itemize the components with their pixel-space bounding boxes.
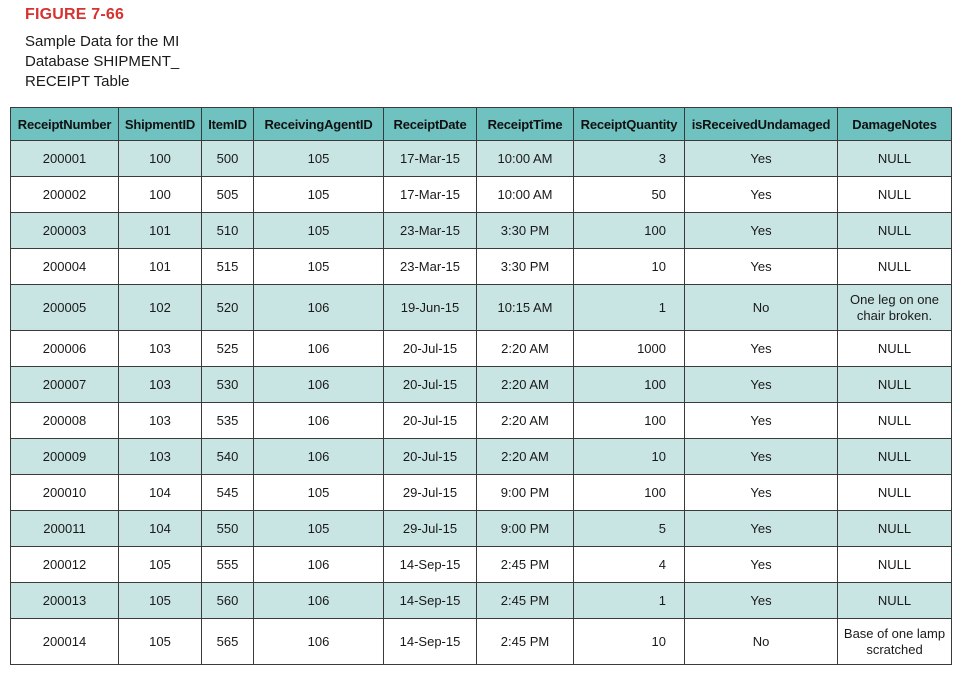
table-row: [11, 583, 952, 619]
cell-receipt-date: 14-Sep-15: [384, 547, 477, 583]
cell-shipment-id: 103: [119, 331, 202, 367]
cell-receipt-number: 200004: [11, 249, 119, 285]
cell-receiving-agent-id: 106: [254, 331, 384, 367]
cell-receiving-agent-id: 105: [254, 177, 384, 213]
cell-shipment-id: 104: [119, 475, 202, 511]
cell-receipt-date: 14-Sep-15: [384, 583, 477, 619]
cell-is-received-undamaged: No: [685, 285, 838, 331]
cell-item-id: 545: [202, 475, 254, 511]
cell-receipt-quantity: 100: [574, 475, 685, 511]
cell-receipt-number: 200013: [11, 583, 119, 619]
cell-receipt-quantity: 1: [574, 285, 685, 331]
cell-is-received-undamaged: Yes: [685, 475, 838, 511]
cell-receiving-agent-id: 105: [254, 511, 384, 547]
cell-shipment-id: 102: [119, 285, 202, 331]
cell-receipt-date: 17-Mar-15: [384, 141, 477, 177]
cell-is-received-undamaged: Yes: [685, 249, 838, 285]
cell-receipt-quantity: 1: [574, 583, 685, 619]
cell-receipt-time: 3:30 PM: [477, 213, 574, 249]
cell-receipt-quantity: 4: [574, 547, 685, 583]
cell-is-received-undamaged: Yes: [685, 331, 838, 367]
cell-receipt-time: 10:00 AM: [477, 141, 574, 177]
cell-receipt-date: 20-Jul-15: [384, 367, 477, 403]
cell-is-received-undamaged: No: [685, 619, 838, 665]
cell-receiving-agent-id: 105: [254, 213, 384, 249]
cell-item-id: 560: [202, 583, 254, 619]
cell-item-id: 535: [202, 403, 254, 439]
cell-receipt-date: 14-Sep-15: [384, 619, 477, 665]
cell-item-id: 515: [202, 249, 254, 285]
caption-line-3: RECEIPT Table: [25, 73, 130, 90]
cell-receipt-number: 200005: [11, 285, 119, 331]
table-header-row: [11, 108, 952, 141]
table-body: [11, 141, 952, 665]
table-row: [11, 439, 952, 475]
cell-item-id: 565: [202, 619, 254, 665]
cell-damage-notes: NULL: [838, 249, 952, 285]
column-header-receiving-agent-id: ReceivingAgentID: [254, 108, 384, 141]
cell-receipt-time: 2:45 PM: [477, 619, 574, 665]
cell-receipt-quantity: 100: [574, 403, 685, 439]
cell-damage-notes: NULL: [838, 511, 952, 547]
cell-receipt-time: 2:45 PM: [477, 583, 574, 619]
cell-receipt-quantity: 10: [574, 249, 685, 285]
table-row: [11, 285, 952, 331]
cell-receipt-quantity: 5: [574, 511, 685, 547]
cell-is-received-undamaged: Yes: [685, 511, 838, 547]
cell-receiving-agent-id: 105: [254, 141, 384, 177]
cell-damage-notes: NULL: [838, 177, 952, 213]
caption-line-2: Database SHIPMENT_: [25, 53, 180, 70]
cell-receiving-agent-id: 106: [254, 439, 384, 475]
cell-receiving-agent-id: 106: [254, 547, 384, 583]
table-row: [11, 249, 952, 285]
cell-is-received-undamaged: Yes: [685, 583, 838, 619]
cell-item-id: 555: [202, 547, 254, 583]
cell-damage-notes: NULL: [838, 403, 952, 439]
cell-receipt-date: 20-Jul-15: [384, 331, 477, 367]
cell-receiving-agent-id: 105: [254, 475, 384, 511]
cell-receipt-number: 200001: [11, 141, 119, 177]
cell-receipt-time: 10:00 AM: [477, 177, 574, 213]
column-header-damage-notes: DamageNotes: [838, 108, 952, 141]
cell-receipt-date: 23-Mar-15: [384, 249, 477, 285]
cell-is-received-undamaged: Yes: [685, 367, 838, 403]
cell-receipt-quantity: 100: [574, 367, 685, 403]
cell-receipt-number: 200002: [11, 177, 119, 213]
cell-damage-notes: NULL: [838, 439, 952, 475]
cell-item-id: 500: [202, 141, 254, 177]
cell-receiving-agent-id: 105: [254, 249, 384, 285]
cell-item-id: 520: [202, 285, 254, 331]
caption-line-1: Sample Data for the MI: [25, 33, 180, 50]
cell-receipt-quantity: 10: [574, 439, 685, 475]
cell-damage-notes: NULL: [838, 331, 952, 367]
cell-receipt-time: 9:00 PM: [477, 475, 574, 511]
figure-label: FIGURE 7-66: [25, 6, 125, 23]
cell-receiving-agent-id: 106: [254, 285, 384, 331]
cell-shipment-id: 100: [119, 177, 202, 213]
column-header-receipt-number: ReceiptNumber: [11, 108, 119, 141]
cell-receipt-number: 200003: [11, 213, 119, 249]
cell-damage-notes: NULL: [838, 213, 952, 249]
cell-shipment-id: 101: [119, 213, 202, 249]
column-header-shipment-id: ShipmentID: [119, 108, 202, 141]
cell-receipt-quantity: 100: [574, 213, 685, 249]
column-header-receipt-date: ReceiptDate: [384, 108, 477, 141]
column-header-item-id: ItemID: [202, 108, 254, 141]
cell-receipt-quantity: 3: [574, 141, 685, 177]
cell-shipment-id: 105: [119, 583, 202, 619]
cell-item-id: 525: [202, 331, 254, 367]
column-header-is-received-undamaged: isReceivedUndamaged: [685, 108, 838, 141]
cell-item-id: 505: [202, 177, 254, 213]
cell-receipt-date: 20-Jul-15: [384, 403, 477, 439]
cell-shipment-id: 105: [119, 547, 202, 583]
cell-receipt-quantity: 10: [574, 619, 685, 665]
cell-receipt-time: 10:15 AM: [477, 285, 574, 331]
cell-damage-notes: NULL: [838, 367, 952, 403]
cell-is-received-undamaged: Yes: [685, 141, 838, 177]
cell-item-id: 540: [202, 439, 254, 475]
cell-receiving-agent-id: 106: [254, 367, 384, 403]
cell-receipt-time: 9:00 PM: [477, 511, 574, 547]
cell-receipt-number: 200014: [11, 619, 119, 665]
cell-receipt-time: 2:20 AM: [477, 331, 574, 367]
cell-is-received-undamaged: Yes: [685, 439, 838, 475]
cell-receipt-number: 200009: [11, 439, 119, 475]
cell-damage-notes: NULL: [838, 141, 952, 177]
cell-receipt-number: 200007: [11, 367, 119, 403]
table-row: [11, 213, 952, 249]
table-row: [11, 619, 952, 665]
cell-shipment-id: 103: [119, 367, 202, 403]
figure-caption: [25, 32, 225, 92]
cell-is-received-undamaged: Yes: [685, 403, 838, 439]
table-row: [11, 331, 952, 367]
cell-receipt-quantity: 1000: [574, 331, 685, 367]
column-header-receipt-time: ReceiptTime: [477, 108, 574, 141]
cell-receipt-date: 29-Jul-15: [384, 475, 477, 511]
cell-shipment-id: 103: [119, 439, 202, 475]
table-row: [11, 141, 952, 177]
cell-receipt-number: 200010: [11, 475, 119, 511]
cell-receipt-time: 3:30 PM: [477, 249, 574, 285]
cell-receipt-date: 23-Mar-15: [384, 213, 477, 249]
cell-is-received-undamaged: Yes: [685, 177, 838, 213]
cell-is-received-undamaged: Yes: [685, 547, 838, 583]
cell-receipt-number: 200008: [11, 403, 119, 439]
column-header-receipt-quantity: ReceiptQuantity: [574, 108, 685, 141]
cell-receipt-time: 2:20 AM: [477, 439, 574, 475]
cell-is-received-undamaged: Yes: [685, 213, 838, 249]
cell-item-id: 550: [202, 511, 254, 547]
cell-receipt-time: 2:20 AM: [477, 403, 574, 439]
cell-receipt-time: 2:20 AM: [477, 367, 574, 403]
cell-item-id: 510: [202, 213, 254, 249]
table-row: [11, 403, 952, 439]
cell-item-id: 530: [202, 367, 254, 403]
cell-receipt-quantity: 50: [574, 177, 685, 213]
cell-receiving-agent-id: 106: [254, 583, 384, 619]
cell-damage-notes: NULL: [838, 583, 952, 619]
cell-shipment-id: 105: [119, 619, 202, 665]
cell-receipt-date: 19-Jun-15: [384, 285, 477, 331]
cell-receiving-agent-id: 106: [254, 619, 384, 665]
cell-receipt-time: 2:45 PM: [477, 547, 574, 583]
cell-receipt-date: 29-Jul-15: [384, 511, 477, 547]
table-row: [11, 547, 952, 583]
cell-damage-notes: NULL: [838, 475, 952, 511]
cell-damage-notes: NULL: [838, 547, 952, 583]
table-row: [11, 475, 952, 511]
cell-receipt-date: 17-Mar-15: [384, 177, 477, 213]
cell-shipment-id: 101: [119, 249, 202, 285]
table-row: [11, 367, 952, 403]
cell-damage-notes: One leg on one chair broken.: [838, 285, 952, 331]
cell-shipment-id: 103: [119, 403, 202, 439]
shipment-receipt-table: [10, 107, 952, 665]
table-row: [11, 177, 952, 213]
cell-shipment-id: 104: [119, 511, 202, 547]
cell-receipt-number: 200006: [11, 331, 119, 367]
cell-receipt-number: 200011: [11, 511, 119, 547]
cell-receipt-date: 20-Jul-15: [384, 439, 477, 475]
cell-receipt-number: 200012: [11, 547, 119, 583]
cell-damage-notes: Base of one lamp scratched: [838, 619, 952, 665]
cell-receiving-agent-id: 106: [254, 403, 384, 439]
table-row: [11, 511, 952, 547]
cell-shipment-id: 100: [119, 141, 202, 177]
